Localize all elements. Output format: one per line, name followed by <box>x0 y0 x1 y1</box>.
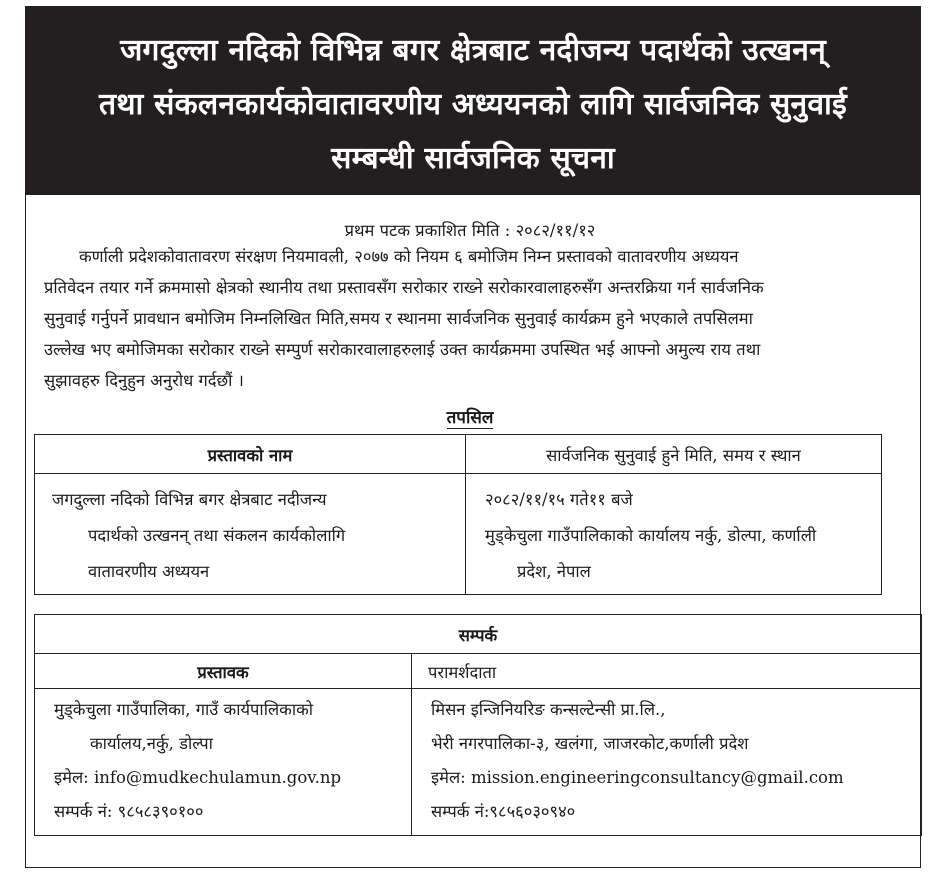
consultant-email[interactable]: इमेल: mission.engineeringconsultancy@gmail.com <box>431 768 844 787</box>
header-title-line-1: जगदुल्ला नदिको विभिन्न बगर क्षेत्रबाट नदीजन्य पदार्थको उत्खनन् <box>120 33 826 68</box>
notice-header <box>25 6 921 195</box>
proponent-phone: सम्पर्क नं: ९८५८३९०१०० <box>54 802 204 821</box>
hearing-venue-line-2: प्रदेश, नेपाल <box>517 562 591 581</box>
consultant-header: परामर्शदाता <box>412 654 922 689</box>
header-title-line-3: सम्बन्धी सार्वजनिक सूचना <box>331 141 615 176</box>
proponent-email[interactable]: इमेल: info@mudkechulamun.gov.np <box>54 768 342 787</box>
intro-line-3: सुनुवाई गर्नुपर्ने प्रावधान बमोजिम निम्नलिखित मिति,समय र स्थानमा सार्वजनिक सुनुवाई कार्यक्रम हुने भएकाले तपसिलमा <box>44 309 753 328</box>
hearing-details-header: सार्वजनिक सुनुवाई हुने मिति, समय र स्थान <box>466 435 882 474</box>
consultant-phone: सम्पर्क नं:९८५६०३०९४० <box>431 802 576 821</box>
consultant-address: भेरी नगरपालिका-३, खलंगा, जाजरकोट,कर्णाली प्रदेश <box>431 734 749 753</box>
header-title-line-2: तथा संकलनकार्यकोवातावरणीय अध्ययनको लागि सार्वजनिक सुनुवाई <box>99 87 847 122</box>
proponent-address: कार्यालय,नर्कु, डोल्पा <box>90 734 213 753</box>
proposal-name-cell <box>35 474 466 595</box>
contact-details-row <box>35 689 922 836</box>
schedule-header-row <box>35 435 882 474</box>
contact-heading: सम्पर्क <box>35 615 922 654</box>
proposal-line-3: वातावरणीय अध्ययन <box>88 562 210 581</box>
proposal-line-2: पदार्थको उत्खनन् तथा संकलन कार्यकोलागि <box>88 526 346 545</box>
hearing-datetime: २०८२/११/१५ गते११ बजे <box>485 490 633 509</box>
hearing-details-cell <box>466 474 882 595</box>
consultant-details <box>412 689 922 836</box>
contact-header-row <box>35 654 922 689</box>
proposal-name-header: प्रस्तावको नाम <box>35 435 466 474</box>
intro-line-5: सुझावहरु दिनुहुन अनुरोध गर्दछौं । <box>44 371 244 390</box>
contact-table <box>34 614 922 836</box>
hearing-venue-line-1: मुड्केचुला गाउँपालिकाको कार्यालय नर्कु, डोल्पा, कर्णाली <box>485 526 817 545</box>
proponent-details <box>35 689 412 836</box>
intro-paragraph <box>44 241 906 396</box>
schedule-table <box>34 434 882 595</box>
intro-line-4: उल्लेख भए बमोजिमका सरोकार राख्ने सम्पुर्ण सरोकारवालाहरुलाई उक्त कार्यक्रममा उपस्थित भई आफ्नो अमुल्य राय तथा <box>44 340 761 359</box>
proponent-name: मुड्केचुला गाउँपालिका, गाउँ कार्यपालिकाको <box>54 700 314 719</box>
proponent-header: प्रस्तावक <box>35 654 412 689</box>
schedule-heading <box>0 405 940 428</box>
schedule-heading-text: तपसिल <box>446 408 494 428</box>
intro-line-2: प्रतिवेदन तयार गर्ने क्रममासो क्षेत्रको स्थानीय तथा प्रस्तावसँग सरोकार राख्ने सरोकारवालाहरुसँग अन्तरक्रिया गर्न सार्वजनिक <box>44 278 764 297</box>
intro-line-1: कर्णाली प्रदेशकोवातावरण संरक्षण नियमावली, २०७७ को नियम ६ बमोजिम निम्न प्रस्तावको वातावरणीय अध्ययन <box>79 247 739 266</box>
consultant-name: मिसन इन्जिनियरिङ कन्सल्टेन्सी प्रा.लि., <box>431 700 666 719</box>
published-date: प्रथम पटक प्रकाशित मिति : २०८२/११/१२ <box>344 221 596 240</box>
schedule-row <box>35 474 882 595</box>
contact-title-row <box>35 615 922 654</box>
proposal-line-1: जगदुल्ला नदिको विभिन्न बगर क्षेत्रबाट नदीजन्य <box>52 490 327 509</box>
